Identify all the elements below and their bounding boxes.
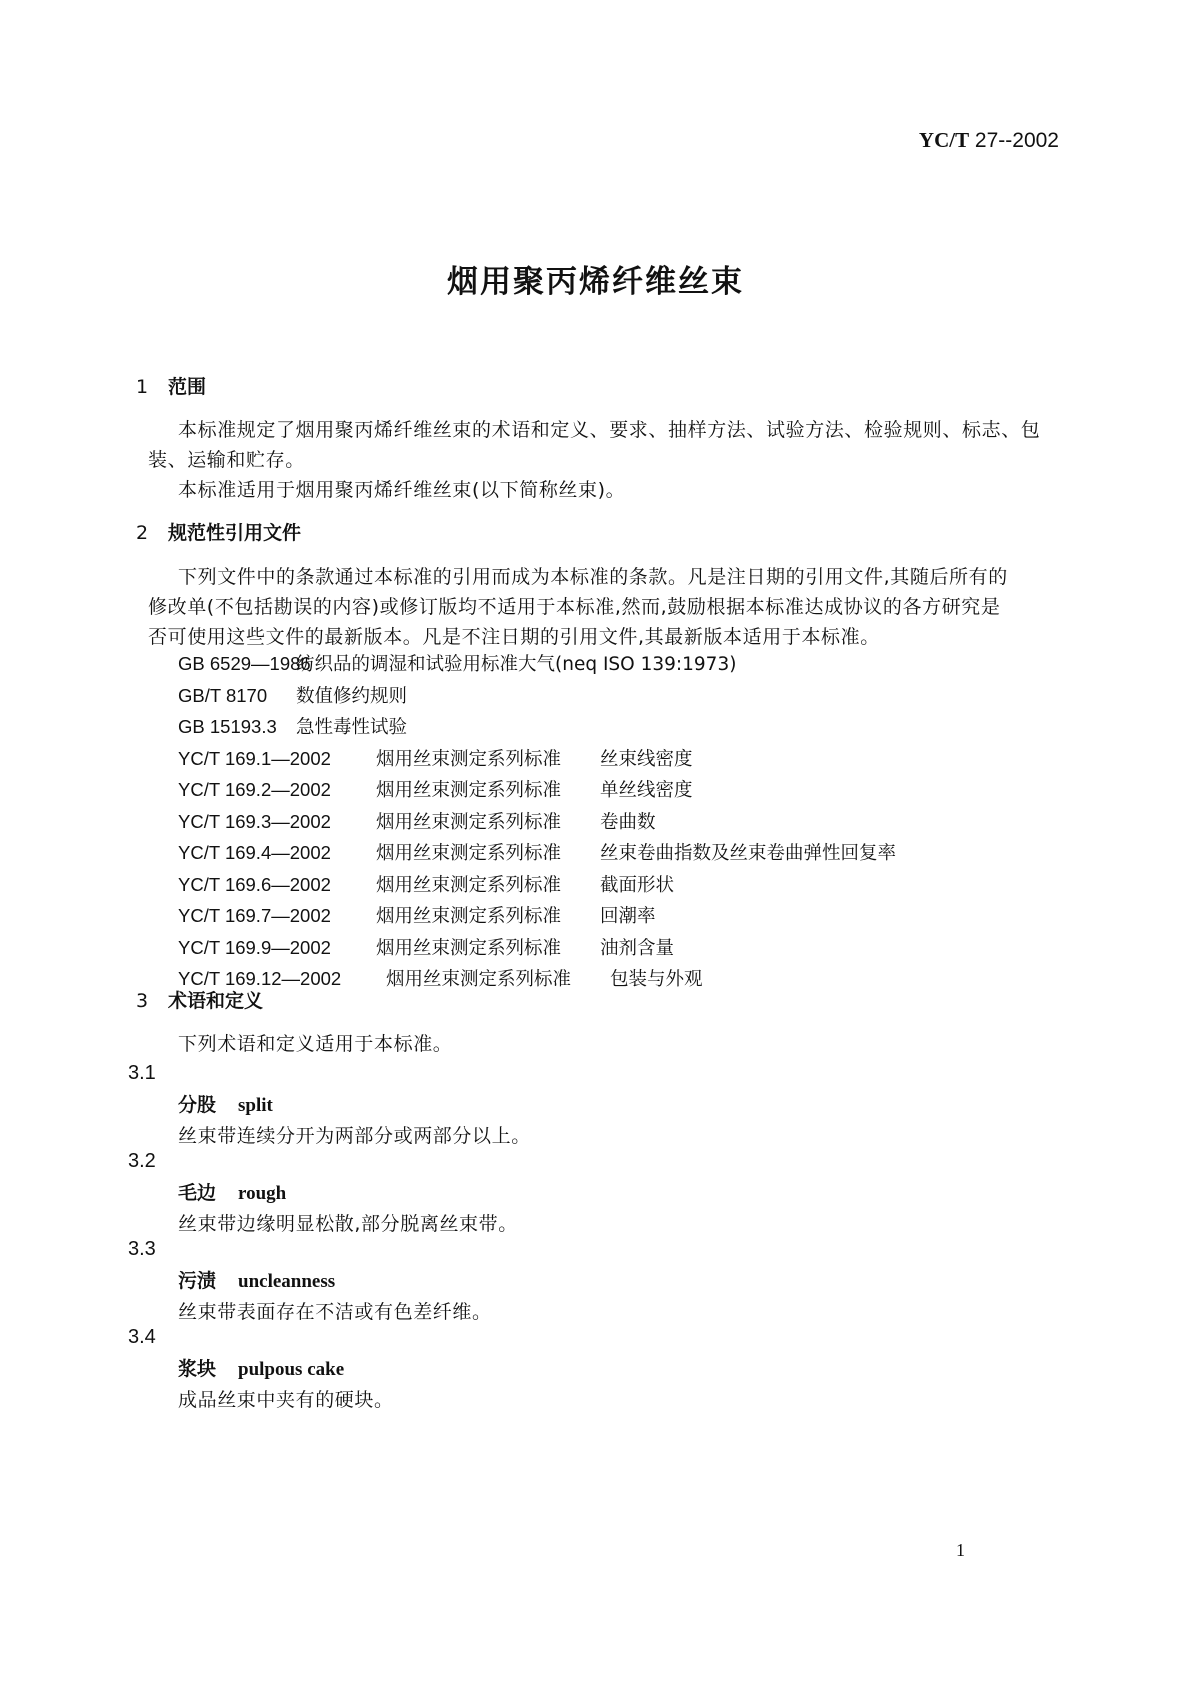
reference-title: 包装与外观 (610, 969, 703, 990)
term-name-en: uncleanness (238, 1271, 336, 1292)
section-2-paragraph-line-1 (178, 562, 1058, 592)
reference-series: 烟用丝束测定系列标准 (376, 811, 562, 833)
reference-title: 急性毒性试验 (296, 717, 408, 738)
reference-item (178, 711, 896, 743)
reference-title: 回潮率 (600, 906, 656, 927)
reference-series: 烟用丝束测定系列标准 (376, 843, 562, 864)
paragraph-line: 装、运输和贮存。 (148, 449, 305, 471)
standard-code-prefix: YC/T (918, 128, 970, 152)
section-2-paragraph-line-2 (148, 592, 1058, 622)
reference-code: GB 15193.3 (178, 716, 277, 737)
paragraph-line: 否可使用这些文件的最新版本。凡是不注日期的引用文件,其最新版本适用于本标准。 (148, 626, 880, 648)
section-number: 1 (136, 376, 149, 398)
reference-item (178, 680, 896, 712)
paragraph-line: 本标准规定了烟用聚丙烯纤维丝束的术语和定义、要求、抽样方法、试验方法、检验规则、标志、包 (178, 419, 1041, 441)
reference-series: 烟用丝束测定系列标准 (376, 906, 562, 927)
reference-code: YC/T 169.4—2002 (178, 842, 331, 863)
term-name (178, 1090, 273, 1117)
reference-series: 烟用丝束测定系列标准 (376, 780, 562, 801)
term-name (178, 1178, 286, 1205)
section-number: 2 (136, 522, 149, 544)
reference-series: 烟用丝束测定系列标准 (386, 969, 572, 990)
reference-series: 烟用丝束测定系列标准 (376, 748, 562, 770)
paragraph-line: 修改单(不包括勘误的内容)或修订版均不适用于本标准,然而,鼓励根据本标准达成协议的各方研究是 (148, 596, 1001, 618)
section-2-heading (136, 518, 301, 545)
term-definition: 丝束带连续分开为两部分或两部分以上。 (178, 1125, 531, 1147)
standard-code-number: 27--2002 (969, 129, 1059, 152)
term-definition: 成品丝束中夹有的硬块。 (178, 1389, 394, 1411)
paragraph-line: 本标准适用于烟用聚丙烯纤维丝束(以下简称丝束)。 (178, 479, 626, 501)
section-3-intro (178, 1029, 1058, 1059)
section-title: 规范性引用文件 (168, 522, 302, 544)
reference-code: YC/T 169.1—2002 (178, 747, 331, 769)
reference-code: GB 6529—1986 (178, 653, 311, 674)
reference-title: 卷曲数 (600, 811, 656, 833)
term-number: 3.2 (128, 1150, 156, 1172)
section-1-heading (136, 372, 206, 399)
term-name (178, 1266, 335, 1293)
term-number: 3.3 (128, 1238, 156, 1260)
section-number: 3 (136, 990, 149, 1012)
term-name (178, 1354, 344, 1381)
term-name-en: rough (238, 1183, 287, 1204)
reference-title: 单丝线密度 (600, 780, 693, 801)
reference-item (178, 932, 896, 964)
section-1-paragraph-1 (178, 415, 1058, 445)
term-definition: 丝束带边缘明显松散,部分脱离丝束带。 (178, 1213, 518, 1235)
reference-title: 纺织品的调湿和试验用标准大气(neq ISO 139:1973) (296, 654, 737, 675)
term-number: 3.1 (128, 1062, 156, 1084)
reference-code: YC/T 169.2—2002 (178, 779, 331, 800)
term-name-zh: 浆块 (178, 1358, 217, 1380)
reference-code: YC/T 169.3—2002 (178, 810, 331, 832)
reference-code: YC/T 169.7—2002 (178, 905, 331, 926)
paragraph-line: 下列文件中的条款通过本标准的引用而成为本标准的条款。凡是注日期的引用文件,其随后所有的 (178, 566, 1008, 588)
reference-item (178, 900, 896, 932)
reference-title: 数值修约规则 (296, 685, 408, 707)
reference-title: 丝束线密度 (600, 748, 693, 770)
section-3-heading (136, 986, 263, 1013)
reference-title: 丝束卷曲指数及丝束卷曲弹性回复率 (600, 843, 897, 864)
normative-references-list (178, 648, 896, 995)
paragraph-line: 下列术语和定义适用于本标准。 (178, 1033, 453, 1055)
reference-item (178, 837, 896, 869)
reference-item (178, 869, 896, 901)
section-1-paragraph-1-cont (148, 445, 1058, 475)
reference-title: 截面形状 (600, 874, 675, 896)
term-name-zh: 毛边 (178, 1182, 217, 1204)
term-name-en: pulpous cake (238, 1359, 345, 1380)
reference-code: YC/T 169.6—2002 (178, 873, 331, 895)
page-number: 1 (956, 1540, 965, 1560)
reference-code: YC/T 169.9—2002 (178, 936, 331, 958)
standard-code (919, 128, 1059, 153)
reference-item (178, 774, 896, 806)
section-title: 术语和定义 (168, 990, 264, 1012)
reference-item (178, 963, 896, 995)
reference-series: 烟用丝束测定系列标准 (376, 874, 562, 896)
reference-item (178, 648, 896, 680)
term-name-zh: 分股 (178, 1094, 217, 1116)
section-1-paragraph-2 (178, 475, 1058, 505)
term-name-en: split (238, 1095, 273, 1116)
reference-item (178, 743, 896, 775)
term-number: 3.4 (128, 1326, 156, 1348)
term-name-zh: 污渍 (178, 1270, 217, 1292)
reference-item (178, 806, 896, 838)
term-definition: 丝束带表面存在不洁或有色差纤维。 (178, 1301, 492, 1323)
reference-code: YC/T 169.12—2002 (178, 968, 342, 989)
section-title: 范围 (168, 376, 207, 398)
document-title: 烟用聚丙烯纤维丝束 (447, 264, 744, 300)
reference-code: GB/T 8170 (178, 684, 268, 706)
reference-series: 烟用丝束测定系列标准 (376, 937, 562, 959)
reference-title: 油剂含量 (600, 937, 675, 959)
